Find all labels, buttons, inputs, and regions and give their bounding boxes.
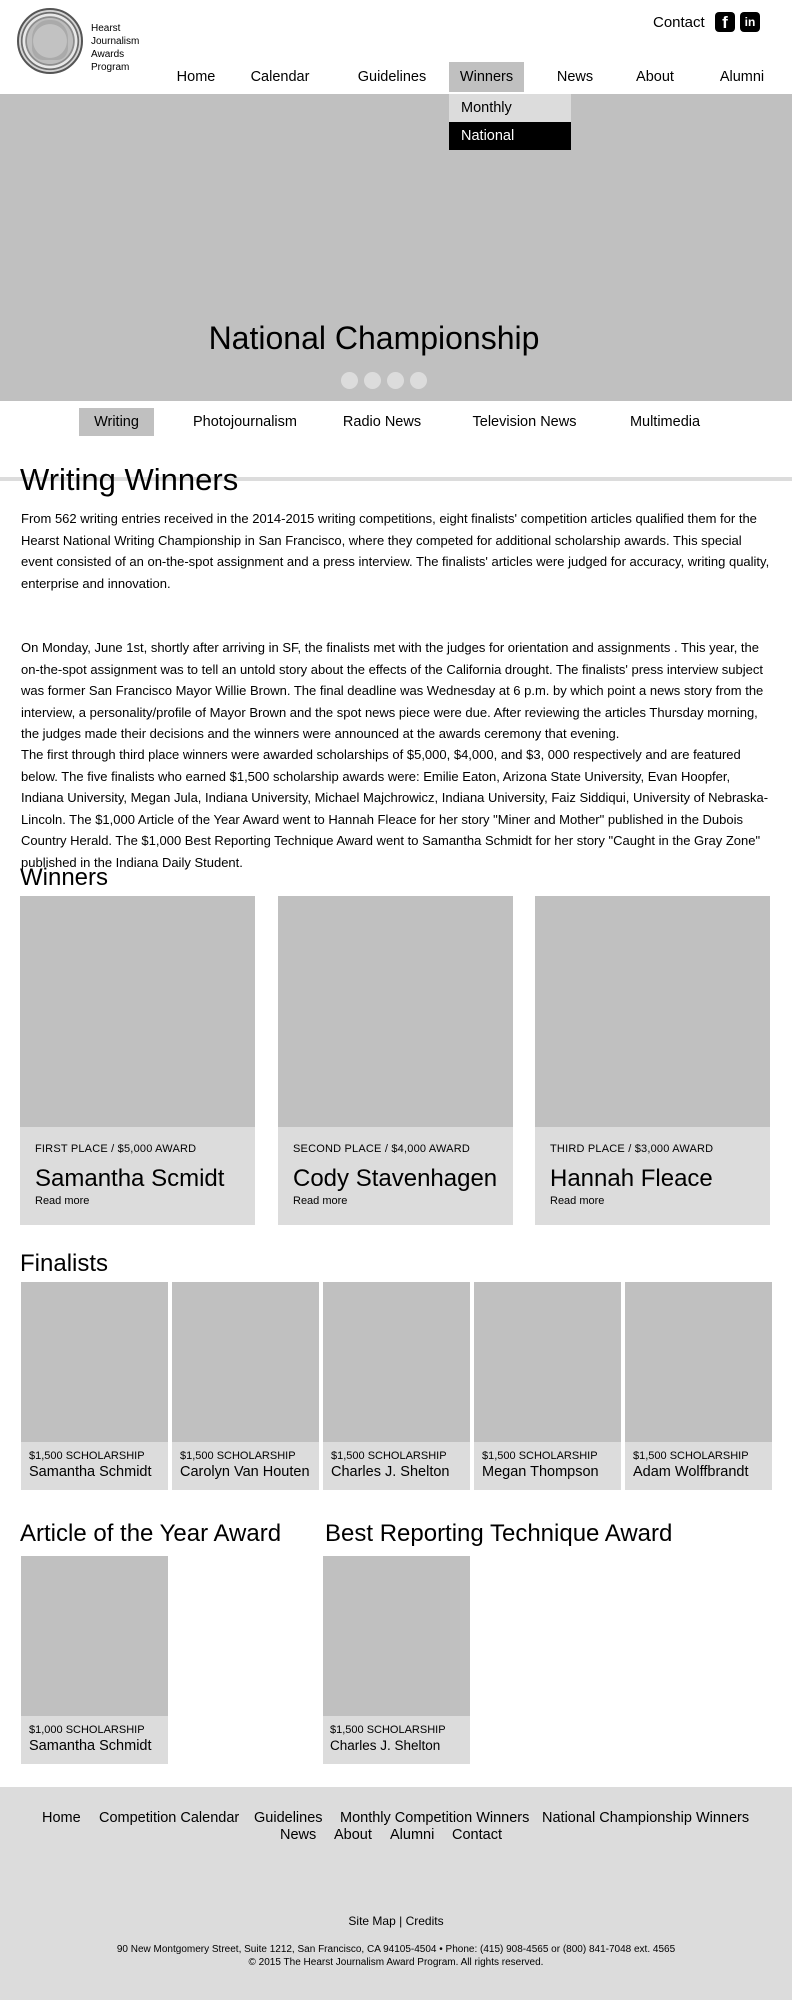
address-line: 90 New Montgomery Street, Suite 1212, San Francisco, CA 94105-4504 • Phone: (415) 908-4565 or (800) 841-7048 ext. 4565	[116, 1944, 676, 1955]
award-photo[interactable]	[323, 1556, 470, 1716]
finalist-card	[625, 1442, 772, 1490]
winner-photo[interactable]	[278, 896, 513, 1127]
scholarship-label: $1,000 SCHOLARSHIP	[29, 1724, 145, 1736]
org-name	[91, 22, 161, 74]
nav-alumni[interactable]: Alumni	[719, 69, 765, 85]
finalist-card	[172, 1442, 319, 1490]
article-of-year-heading: Article of the Year Award	[20, 1520, 282, 1547]
footer-link-about[interactable]: About	[334, 1827, 372, 1843]
intro-paragraph: On Monday, June 1st, shortly after arriving in SF, the finalists met with the judges for orientation and assignments . This year, the on-the-spot assignment was to tell an untold story about the effects of the California drought. The finalists' press interview subject was former San Francisco Mayor Willie Brown. The final deadline was Wednesday at 6 p.m. by which point a news story from the interview, a personality/profile of Mayor Brown and the spot news piece were due. After reviewing the articles Thursday morning, the judges made their decisions and the winners were announced at the awards ceremony that evening.	[21, 640, 764, 741]
award-photo[interactable]	[21, 1556, 168, 1716]
finalists-heading: Finalists	[20, 1250, 109, 1277]
nav-news[interactable]: News	[556, 69, 594, 85]
tab-multimedia[interactable]: Multimedia	[629, 414, 701, 430]
dropdown-item-monthly[interactable]: Monthly	[449, 94, 571, 122]
best-reporting-heading: Best Reporting Technique Award	[325, 1520, 673, 1547]
copyright-line: © 2015 The Hearst Journalism Award Program. All rights reserved.	[248, 1957, 544, 1968]
footer-link-alumni[interactable]: Alumni	[390, 1827, 435, 1843]
tab-photojournalism[interactable]: Photojournalism	[193, 414, 297, 430]
finalist-name: Charles J. Shelton	[331, 1464, 450, 1480]
tab-radio-news[interactable]: Radio News	[342, 414, 422, 430]
seal-portrait-icon	[32, 20, 68, 60]
finalist-photo[interactable]	[323, 1282, 470, 1442]
scholarship-label: $1,500 SCHOLARSHIP	[330, 1724, 446, 1736]
footer-link-news[interactable]: News	[280, 1827, 317, 1843]
award-card	[323, 1716, 470, 1764]
finalist-card	[474, 1442, 621, 1490]
winner-name: Samantha Scmidt	[35, 1165, 225, 1192]
site-map-link[interactable]: Site Map	[348, 1914, 396, 1928]
finalist-name: Samantha Schmidt	[29, 1464, 152, 1480]
org-line: Awards	[91, 49, 125, 60]
tab-writing[interactable]: Writing	[79, 408, 154, 436]
winners-heading: Winners	[20, 864, 109, 891]
footer-link-home[interactable]: Home	[42, 1810, 81, 1826]
credits-link[interactable]: Credits	[405, 1914, 444, 1928]
finalist-photo[interactable]	[172, 1282, 319, 1442]
footer-address	[0, 1943, 792, 1969]
dropdown-item-national[interactable]: National	[449, 122, 571, 150]
footer-link-monthly-winners[interactable]: Monthly Competition Winners	[340, 1810, 530, 1826]
award-label: FIRST PLACE / $5,000 AWARD	[35, 1143, 197, 1155]
read-more-link[interactable]: Read more	[35, 1195, 90, 1207]
finalist-card	[21, 1442, 168, 1490]
carousel-dot[interactable]	[387, 372, 404, 389]
nav-home[interactable]: Home	[176, 69, 216, 85]
separator: |	[399, 1914, 403, 1928]
finalist-card	[323, 1442, 470, 1490]
tab-television-news[interactable]: Television News	[472, 414, 577, 430]
finalist-photo[interactable]	[21, 1282, 168, 1442]
intro-paragraph: The first through third place winners were awarded scholarships of $5,000, $4,000, and $3, 000 respectively and are featured below. The five finalists who earned $1,500 scholarship awards were: Emilie Eaton, Arizona State University, Evan Hoopfer, Indiana University, Megan Jula, Indiana University, Michael Majchrowicz, Indiana University, Faiz Siddiqui, University of Nebraska-Lincoln. The $1,000 Article of the Year Award went to Hannah Fleace for her story "Miner and Mother" published in the Dubois Country Herald. The $1,000 Best Reporting Technique Award went to Samantha Schmidt for her story "Caught in the Gray Zone" published in the Indiana Daily Student.	[21, 747, 769, 870]
scholarship-label: $1,500 SCHOLARSHIP	[331, 1450, 447, 1462]
footer-link-national-winners[interactable]: National Championship Winners	[542, 1810, 750, 1826]
winner-name: Hannah Fleace	[550, 1165, 713, 1192]
award-label: SECOND PLACE / $4,000 AWARD	[293, 1143, 470, 1155]
nav-winners[interactable]: Winners	[449, 62, 524, 92]
award-label: THIRD PLACE / $3,000 AWARD	[550, 1143, 714, 1155]
scholarship-label: $1,500 SCHOLARSHIP	[29, 1450, 145, 1462]
winner-name: Cody Stavenhagen	[293, 1165, 498, 1192]
winner-card	[535, 1127, 770, 1225]
read-more-link[interactable]: Read more	[293, 1195, 348, 1207]
footer-link-guidelines[interactable]: Guidelines	[254, 1810, 323, 1826]
winner-card	[278, 1127, 513, 1225]
scholarship-label: $1,500 SCHOLARSHIP	[633, 1450, 749, 1462]
finalist-photo[interactable]	[474, 1282, 621, 1442]
intro-paragraph: From 562 writing entries received in the 2014-2015 writing competitions, eight finalists' competition articles qualified them for the Hearst National Writing Championship in San Francisco, where they competed for additional scholarship awards. This special event consisted of an on-the-spot assignment and a press interview. The finalists' articles were judged for accuracy, writing quality, enterprise and innovation.	[21, 511, 770, 591]
org-line: Program	[91, 62, 130, 73]
page-title: Writing Winners	[20, 462, 239, 497]
carousel-dot[interactable]	[410, 372, 427, 389]
finalist-name: Megan Thompson	[482, 1464, 599, 1480]
winner-card	[20, 1127, 255, 1225]
footer-link-contact[interactable]: Contact	[452, 1827, 502, 1843]
footer-link-competition-calendar[interactable]: Competition Calendar	[99, 1810, 240, 1826]
finalist-name: Carolyn Van Houten	[180, 1464, 310, 1480]
contact-link[interactable]: Contact	[653, 14, 705, 31]
org-line: Journalism	[91, 36, 140, 47]
carousel-dot[interactable]	[341, 372, 358, 389]
award-winner-name: Charles J. Shelton	[330, 1738, 441, 1753]
hero-title: National Championship	[208, 320, 540, 356]
winner-photo[interactable]	[535, 896, 770, 1127]
nav-about[interactable]: About	[636, 69, 674, 85]
nav-guidelines[interactable]: Guidelines	[357, 69, 427, 85]
read-more-link[interactable]: Read more	[550, 1195, 605, 1207]
carousel-dot[interactable]	[364, 372, 381, 389]
scholarship-label: $1,500 SCHOLARSHIP	[180, 1450, 296, 1462]
scholarship-label: $1,500 SCHOLARSHIP	[482, 1450, 598, 1462]
org-line: Hearst	[91, 23, 121, 34]
award-card	[21, 1716, 168, 1764]
finalist-name: Adam Wolffbrandt	[633, 1464, 749, 1480]
finalist-photo[interactable]	[625, 1282, 772, 1442]
facebook-icon[interactable]: f	[715, 12, 735, 32]
nav-calendar[interactable]: Calendar	[250, 69, 310, 85]
footer-site-links	[0, 1914, 792, 1928]
award-winner-name: Samantha Schmidt	[29, 1738, 152, 1754]
winner-photo[interactable]	[20, 896, 255, 1127]
linkedin-icon[interactable]: in	[740, 12, 760, 32]
